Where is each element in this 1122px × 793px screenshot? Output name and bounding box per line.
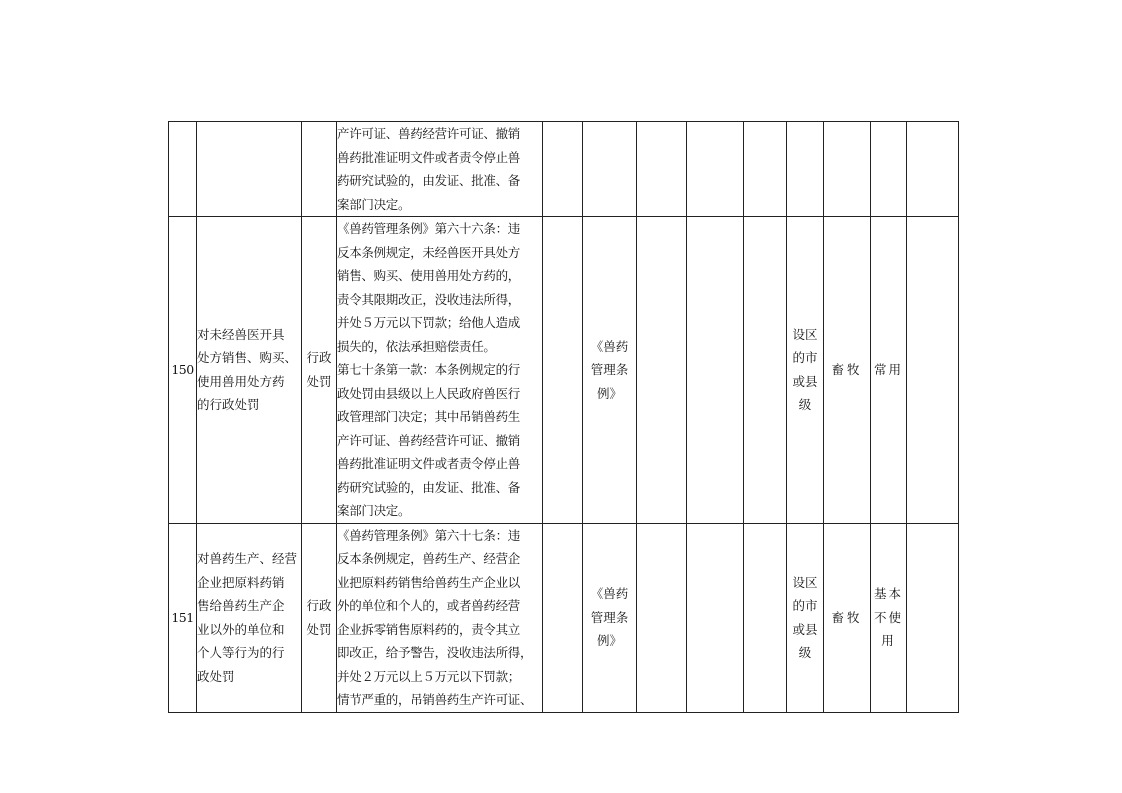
category-line: 行政 bbox=[306, 598, 332, 613]
category-line: 行政 bbox=[306, 350, 332, 366]
basis-line: 药研究试验的，由发证、批准、备 bbox=[337, 479, 521, 495]
law-name bbox=[583, 217, 637, 524]
empty-cell bbox=[744, 523, 787, 712]
basis-line: 业把原料药销售给兽药生产企业以 bbox=[337, 574, 521, 590]
item-name bbox=[197, 523, 302, 712]
basis-line: 案部门决定。 bbox=[337, 503, 411, 518]
item-name bbox=[197, 217, 302, 524]
empty-cell bbox=[687, 523, 744, 712]
level-line: 设区 bbox=[792, 574, 818, 590]
empty-cell bbox=[543, 523, 583, 712]
basis-line: 情节严重的，吊销兽药生产许可证、 bbox=[337, 692, 533, 707]
basis-line: 即改正，给予警告，没收违法所得， bbox=[337, 645, 533, 660]
item-line: 对兽药生产、经营 bbox=[197, 551, 298, 566]
usage-frequency bbox=[871, 122, 907, 217]
basis-line: 反本条例规定，兽药生产、经营企 bbox=[337, 551, 521, 566]
law-line: 例》 bbox=[596, 385, 622, 401]
basis-line: 责令其限期改正，没收违法所得， bbox=[337, 291, 521, 307]
basis-line: 药研究试验的，由发证、批准、备 bbox=[337, 173, 521, 188]
category-line: 处罚 bbox=[306, 373, 332, 389]
law-line: 管理条 bbox=[590, 362, 629, 377]
item-line: 个人等行为的行 bbox=[197, 645, 285, 660]
empty-cell bbox=[687, 217, 744, 524]
legal-basis bbox=[337, 523, 543, 712]
level-line: 级 bbox=[798, 397, 812, 413]
power-category bbox=[302, 523, 337, 712]
department bbox=[824, 122, 871, 217]
law-line: 《兽药 bbox=[590, 338, 629, 354]
item-line: 处方销售、购买、 bbox=[197, 350, 298, 366]
basis-line: 并处５万元以下罚款；给他人造成 bbox=[337, 315, 521, 330]
level-line: 或县 bbox=[792, 621, 818, 637]
frequency-line: 常用 bbox=[873, 362, 903, 377]
basis-line: 外的单位和个人的，或者兽药经营 bbox=[337, 598, 521, 613]
empty-cell bbox=[543, 217, 583, 524]
table-row bbox=[169, 523, 959, 712]
empty-cell bbox=[637, 523, 687, 712]
law-name bbox=[583, 523, 637, 712]
basis-line: 案部门决定。 bbox=[337, 196, 411, 212]
basis-line: 《兽药管理条例》第六十七条：违 bbox=[337, 527, 521, 543]
law-name bbox=[583, 122, 637, 217]
enforcement-level bbox=[787, 122, 824, 217]
enforcement-table bbox=[168, 121, 959, 713]
basis-line: 并处２万元以上５万元以下罚款； bbox=[337, 668, 521, 684]
empty-cell bbox=[907, 217, 959, 524]
basis-line: 《兽药管理条例》第六十六条：违 bbox=[337, 221, 521, 236]
usage-frequency bbox=[871, 523, 907, 712]
usage-frequency bbox=[871, 217, 907, 524]
row-number: 150 bbox=[169, 217, 197, 524]
basis-line: 兽药批准证明文件或者责令停止兽 bbox=[337, 149, 521, 165]
table-body bbox=[169, 122, 959, 713]
empty-cell bbox=[744, 122, 787, 217]
enforcement-level bbox=[787, 523, 824, 712]
empty-cell bbox=[637, 217, 687, 524]
level-line: 级 bbox=[798, 645, 812, 660]
item-name bbox=[197, 122, 302, 217]
frequency-line: 用 bbox=[881, 633, 896, 649]
level-line: 的市 bbox=[792, 598, 818, 613]
enforcement-level bbox=[787, 217, 824, 524]
level-line: 的市 bbox=[792, 350, 818, 366]
empty-cell bbox=[744, 217, 787, 524]
department: 畜牧 bbox=[824, 217, 871, 524]
basis-line: 产许可证、兽药经营许可证、撤销 bbox=[337, 432, 521, 448]
row-number: 151 bbox=[169, 523, 197, 712]
row-number bbox=[169, 122, 197, 217]
empty-cell bbox=[907, 523, 959, 712]
empty-cell bbox=[907, 122, 959, 217]
legal-basis bbox=[337, 122, 543, 217]
department: 畜牧 bbox=[824, 523, 871, 712]
power-category bbox=[302, 217, 337, 524]
item-line: 售给兽药生产企 bbox=[197, 598, 285, 613]
item-line: 的行政处罚 bbox=[197, 397, 260, 413]
empty-cell bbox=[637, 122, 687, 217]
basis-line: 反本条例规定，未经兽医开具处方 bbox=[337, 244, 521, 260]
level-line: 或县 bbox=[792, 373, 818, 389]
item-line: 使用兽用处方药 bbox=[197, 373, 285, 389]
basis-line: 政管理部门决定；其中吊销兽药生 bbox=[337, 409, 521, 424]
law-line: 管理条 bbox=[590, 609, 629, 625]
empty-cell bbox=[687, 122, 744, 217]
frequency-line: 不使 bbox=[873, 609, 903, 625]
item-line: 对未经兽医开具 bbox=[197, 326, 285, 342]
frequency-line: 基本 bbox=[873, 586, 903, 602]
law-line: 例》 bbox=[596, 633, 622, 649]
item-line: 企业把原料药销 bbox=[197, 574, 285, 590]
table-row bbox=[169, 122, 959, 217]
basis-line: 政处罚由县级以上人民政府兽医行 bbox=[337, 385, 521, 401]
legal-basis bbox=[337, 217, 543, 524]
item-line: 政处罚 bbox=[197, 668, 235, 684]
basis-line: 销售、购买、使用兽用处方药的， bbox=[337, 268, 521, 283]
category-line: 处罚 bbox=[306, 621, 332, 637]
item-line: 业以外的单位和 bbox=[197, 621, 285, 637]
basis-line: 损失的，依法承担赔偿责任。 bbox=[337, 338, 496, 354]
basis-line: 第七十条第一款：本条例规定的行 bbox=[337, 362, 521, 377]
power-category bbox=[302, 122, 337, 217]
basis-line: 兽药批准证明文件或者责令停止兽 bbox=[337, 456, 521, 471]
basis-line: 产许可证、兽药经营许可证、撤销 bbox=[337, 126, 521, 141]
basis-line: 企业拆零销售原料药的，责令其立 bbox=[337, 621, 521, 637]
table-row bbox=[169, 217, 959, 524]
law-line: 《兽药 bbox=[590, 586, 629, 602]
level-line: 设区 bbox=[792, 326, 818, 342]
empty-cell bbox=[543, 122, 583, 217]
